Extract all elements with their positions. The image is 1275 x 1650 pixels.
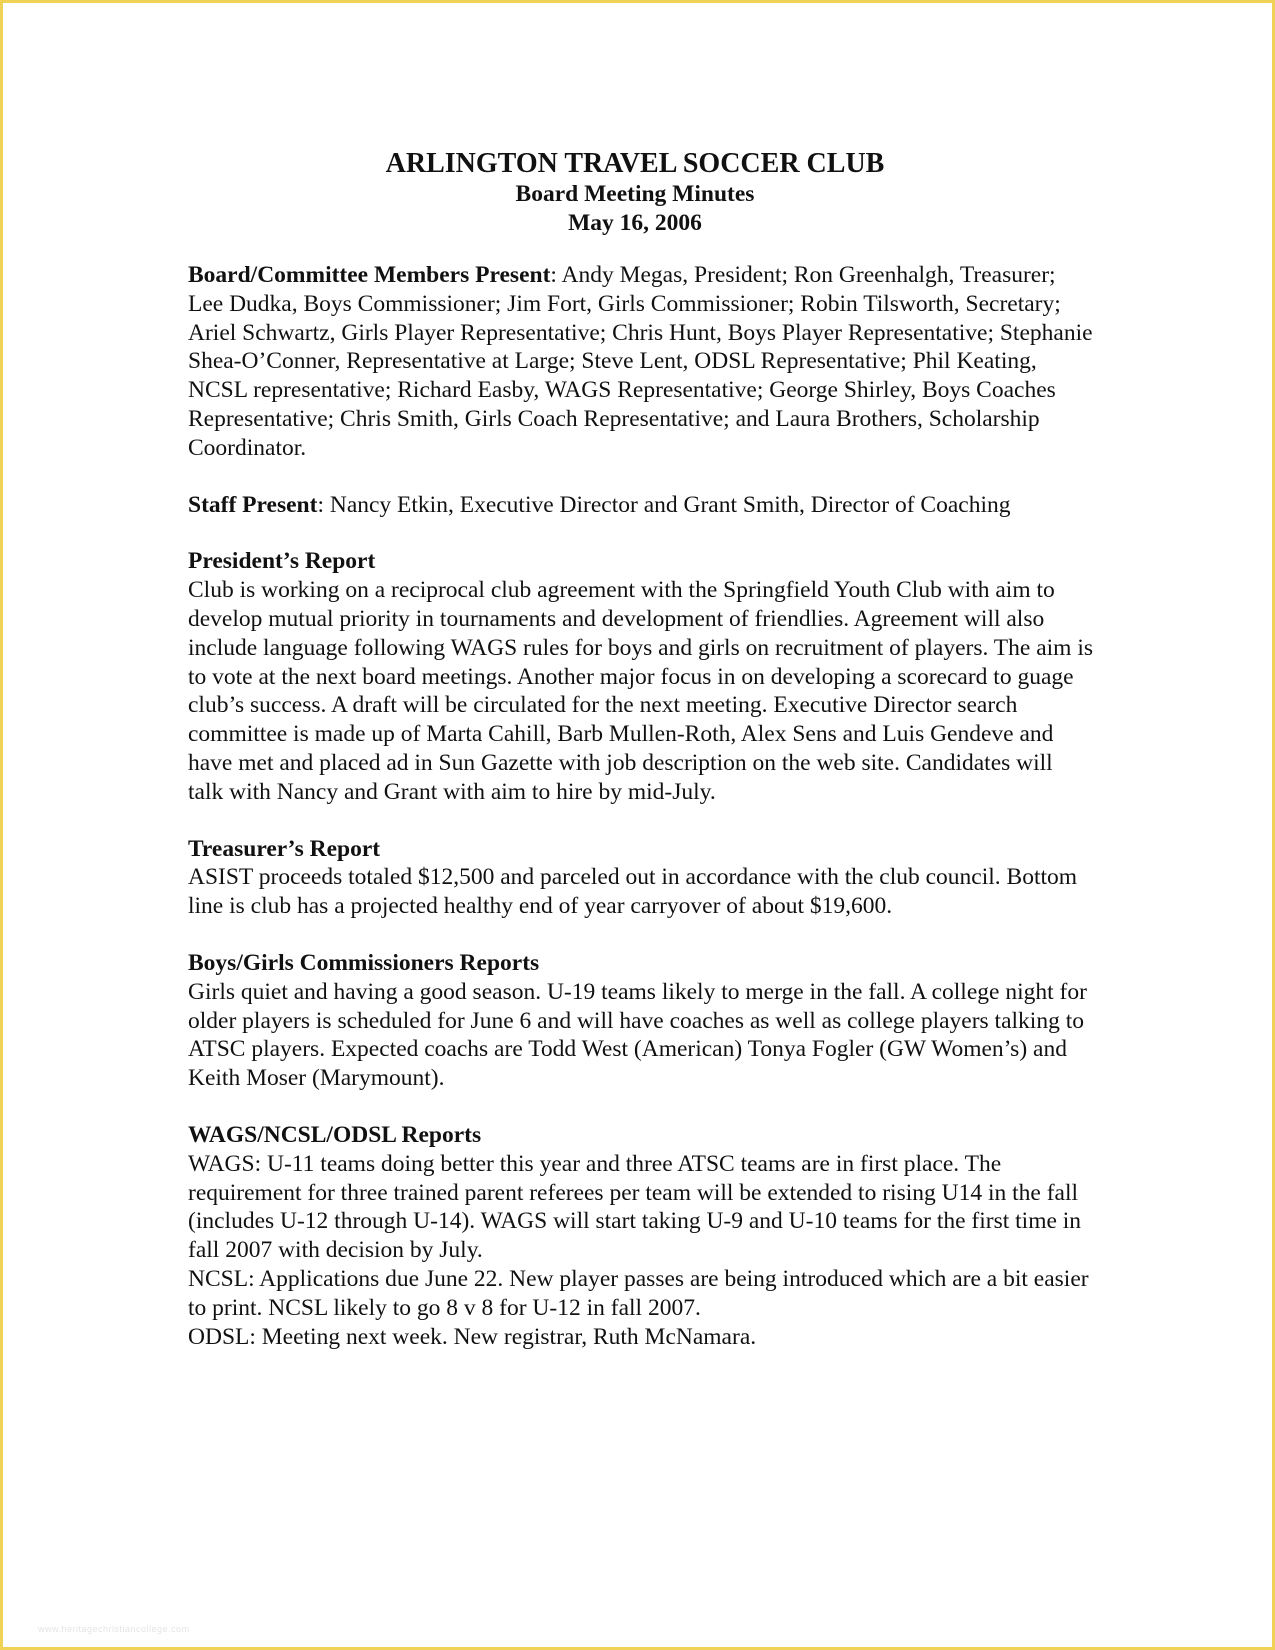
document-header [177, 148, 1093, 237]
watermark: www.heritagechristiancollege.com [38, 1624, 190, 1634]
members-present-label: Board/Committee Members Present [188, 262, 551, 288]
document-subtitle: Board Meeting Minutes [515, 181, 755, 207]
presidents-report-text: Club is working on a reciprocal club agreement with the Springfield Youth Club with aim to develop mutual priority in tournaments and development of friendlies. Agreement will also include language following WAGS rules for boys and girls on recruitment of players. The aim is to vote at the next board meetings. Another major focus in on developing a scorecard to guage club’s success. A draft will be circulated for the next meeting. Executive Director search committee is made up of Marta Cahill, Barb Mullen-Roth, Alex Sens and Luis Gendeve and have met and placed ad in Sun Gazette with job description on the web site. Candidates will talk with Nancy and Grant with aim to hire by mid-July. [188, 577, 1093, 805]
members-present [188, 261, 1093, 463]
document-page [188, 148, 1093, 1351]
treasurers-report-text: ASIST proceeds totaled $12,500 and parceled out in accordance with the club council. Bottom line is club has a projected healthy end of year carryover of about $19,600. [188, 864, 1078, 920]
ncsl-report-text: NCSL: Applications due June 22. New player passes are being introduced which are a bit easier to print. NCSL likely to go 8 v 8 for U-12 in fall 2007. [188, 1265, 1089, 1321]
presidents-report-heading: President’s Report [188, 548, 376, 575]
commissioners-report-heading: Boys/Girls Commissioners Reports [188, 949, 540, 976]
document-date: May 16, 2006 [568, 209, 702, 236]
odsl-report-text: ODSL: Meeting next week. New registrar, Ruth McNamara. [188, 1323, 757, 1350]
staff-present-label: Staff Present [188, 491, 318, 518]
staff-present-text: : Nancy Etkin, Executive Director and Grant Smith, Director of Coaching [317, 491, 1011, 518]
wags-report-text: WAGS: U-11 teams doing better this year and three ATSC teams are in first place. The requirement for three trained parent referees per team will be extended to rising U14 in the fall (includes U-12 through U-14). WAGS will start taking U-9 and U-10 teams for the first time in fall 2007 with decision by July. [188, 1150, 1082, 1264]
commissioners-report-text: Girls quiet and having a good season. U-19 teams likely to merge in the fall. A college night for older players is scheduled for June 6 and will have coaches as well as college players talking to ATSC players. Expected coachs are Todd West (American) Tonya Fogler (GW Women’s) and Keith Moser (Marymount). [188, 978, 1087, 1092]
staff-present [188, 491, 1093, 520]
document-title: ARLINGTON TRAVEL SOCCER CLUB [385, 148, 885, 179]
treasurers-report-heading: Treasurer’s Report [188, 835, 381, 862]
members-present-text: : Andy Megas, President; Ron Greenhalgh, Treasurer; Lee Dudka, Boys Commissioner; Jim Fort, Girls Commissioner; Robin Tilsworth, Secretary; Ariel Schwartz, Girls Player Representative; Chris Hunt, Boys Player Representative; Stephanie Shea-O’Conner, Representative at Large; Steve Lent, ODSL Representative; Phil Keating, NCSL representative; Richard Easby, WAGS Representative; George Shirley, Boys Coaches Representative; Chris Smith, Girls Coach Representative; and Laura Brothers, Scholarship Coordinator. [188, 262, 1093, 461]
league-reports-heading: WAGS/NCSL/ODSL Reports [188, 1121, 482, 1148]
